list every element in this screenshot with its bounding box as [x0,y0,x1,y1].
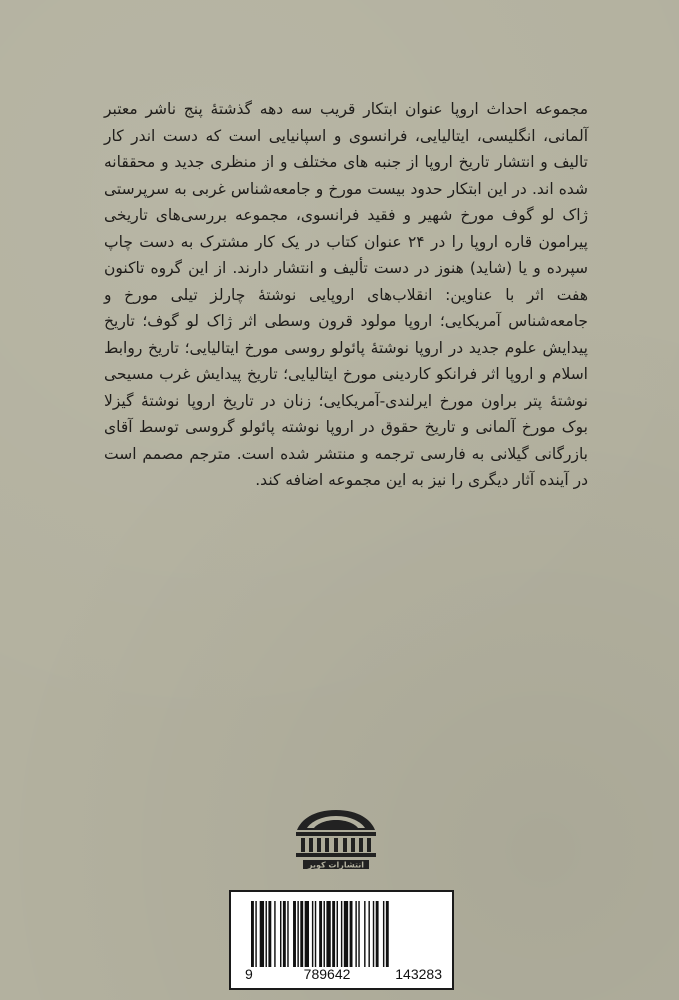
barcode-digit-first: 9 [245,966,253,982]
description-paragraph: مجموعه احداث اروپا عنوان ابتکار قریب سه دهه گذشتهٔ پنج ناشر معتبر آلمانی، انگلیسی، ایتالیایی، فرانسوی و اسپانیایی است که دست اندر کار تالیف و انتشار تاریخ اروپا از جنبه های مختلف و از منظری جدید و محققانه شده اند. در این ابتکار حدود بیست مورخ و جامعه‌شناس غربی به سرپرستی ژاک لو گوف مورخ شهیر و فقید فرانسوی، مجموعه بررسی‌های تاریخی پیرامون قاره اروپا را در ۲۴ عنوان کتاب در یک کار مشترک به دست چاپ سپرده و یا (شاید) هنوز در دست تألیف و انتشار دارند. از این گروه تاکنون هفت اثر با عناوین: انقلاب‌های اروپایی نوشتهٔ چارلز تیلی مورخ و جامعه‌شناس آمریکایی؛ اروپا مولود قرون وسطی اثر ژاک لو گوف؛ تاریخ پیدایش علوم جدید در اروپا نوشتهٔ پائولو روسی مورخ ایتالیایی؛ تاریخ روابط اسلام و اروپا اثر فرانکو کاردینی مورخ ایتالیایی؛ تاریخ پیدایش غرب مسیحی نوشتهٔ پتر براون مورخ ایرلندی-آمریکایی؛ زنان در تاریخ اروپا نوشتهٔ گیزلا بوک مورخ آلمانی و تاریخ حقوق در اروپا نوشته پائولو گروسی توسط آقای بازرگانی گیلانی به فارسی ترجمه و منتشر شده است. مترجم مصمم است در آینده آثار دیگری را نیز به این مجموعه اضافه کند. [104,100,588,489]
barcode-digits-middle: 789642 [303,966,351,982]
isbn-barcode [229,890,454,990]
barcode-number [245,966,442,982]
publisher-name: انتشارات کویر [308,860,364,870]
description-text [104,96,588,494]
barcode-bars [251,901,437,967]
barcode-digits-last: 143283 [395,966,442,982]
publisher-logo-icon [293,808,379,872]
publisher-logo [293,808,379,872]
